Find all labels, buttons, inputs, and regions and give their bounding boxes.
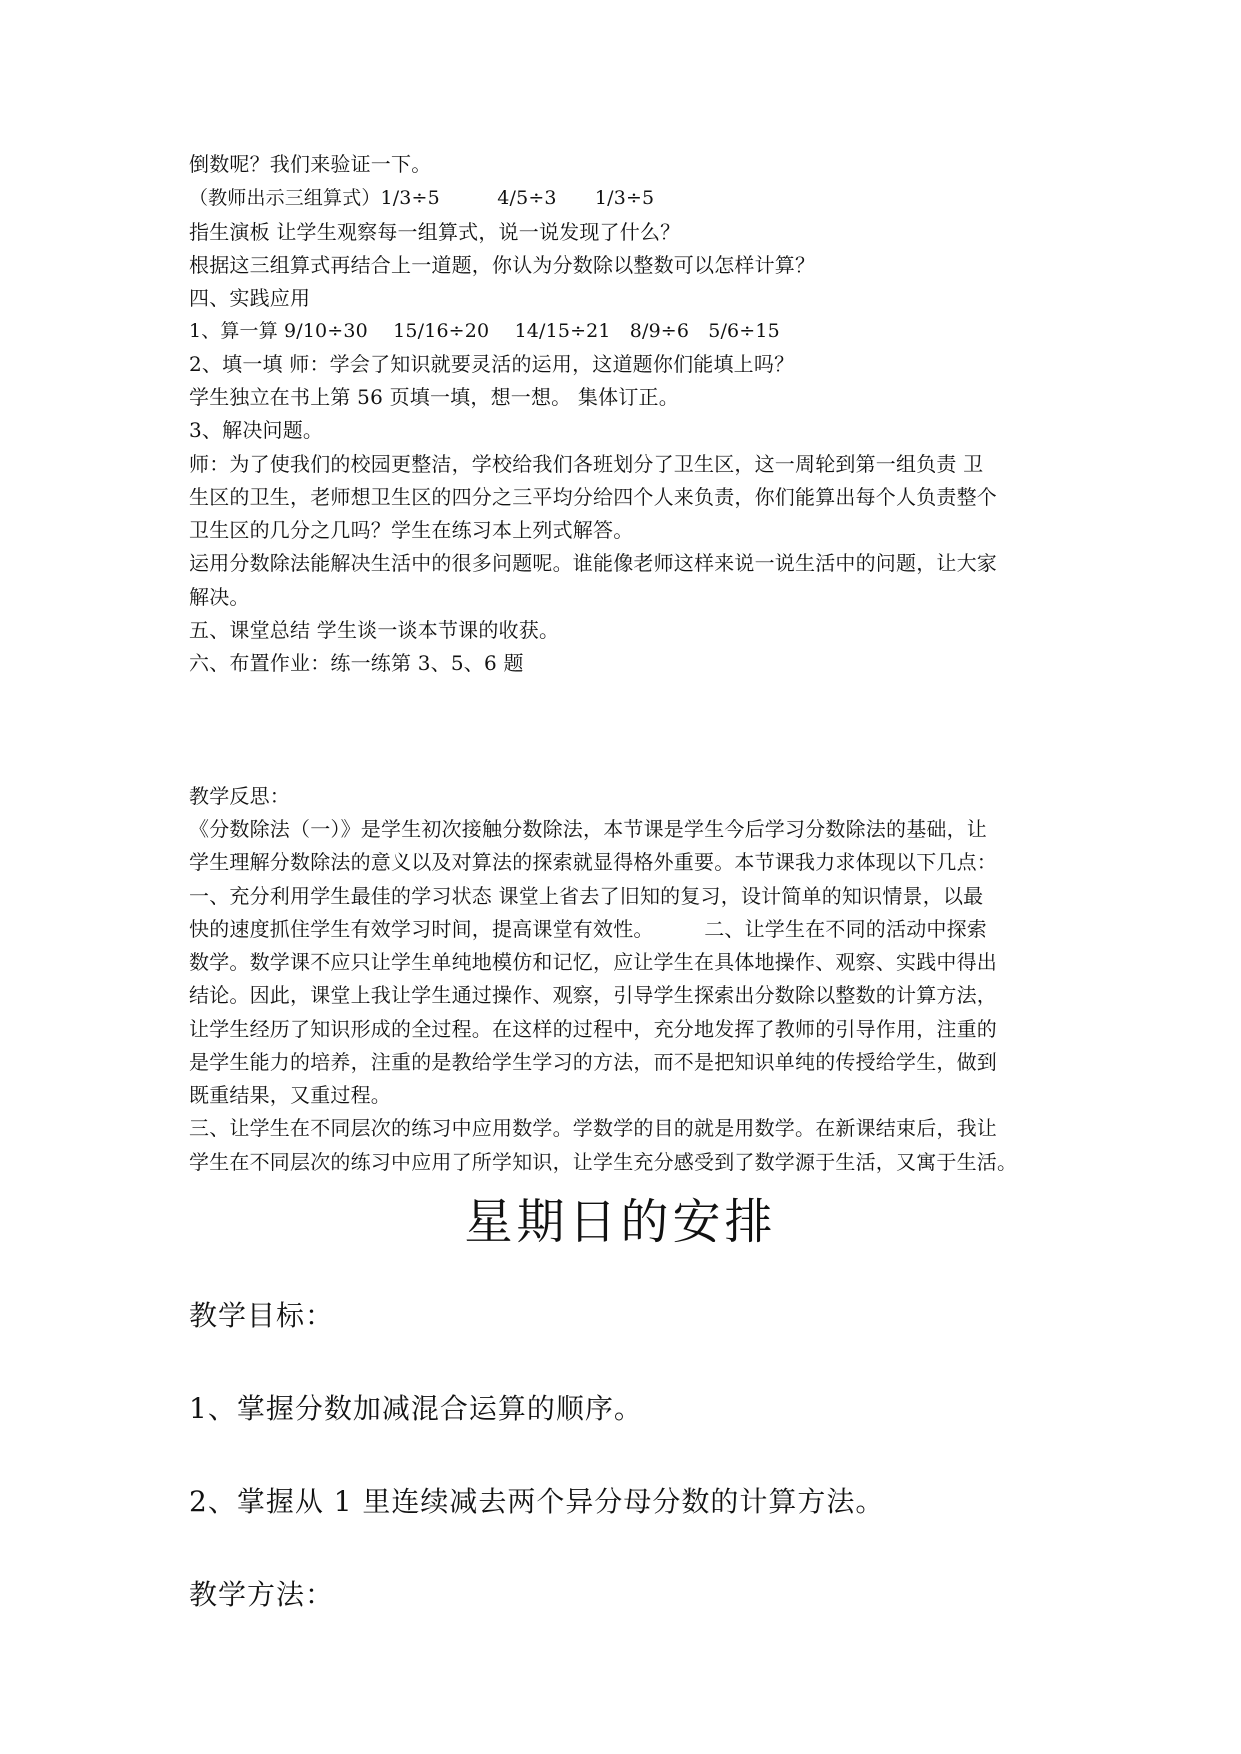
text-line: 师：为了使我们的校园更整洁，学校给我们各班划分了卫生区，这一周轮到第一组负责 卫 <box>189 452 984 476</box>
text-line: 3、解决问题。 <box>189 418 324 442</box>
text-line: 学生在不同层次的练习中应用了所学知识，让学生充分感受到了数学源于生活，又寓于生活。 <box>189 1150 1018 1174</box>
text-line: 三、让学生在不同层次的练习中应用数学。学数学的目的就是用数学。在新课结束后，我让 <box>189 1116 997 1140</box>
text-line: 运用分数除法能解决生活中的很多问题呢。谁能像老师这样来说一说生活中的问题，让大家 <box>189 551 997 575</box>
text-line: 指生演板 让学生观察每一组算式，说一说发现了什么？ <box>189 220 681 244</box>
text-line: 生区的卫生，老师想卫生区的四分之三平均分给四个人来负责，你们能算出每个人负责整个 <box>189 485 997 509</box>
section-heading: 教学方法： <box>189 1578 335 1611</box>
text-line: 卫生区的几分之几吗？学生在练习本上列式解答。 <box>189 518 634 542</box>
page-title: 星期日的安排 <box>464 1194 777 1250</box>
text-line: 解决。 <box>189 585 250 609</box>
text-line: 是学生能力的培养，注重的是教给学生学习的方法，而不是把知识单纯的传授给学生，做到 <box>189 1050 997 1074</box>
text-line: 既重结果，又重过程。 <box>189 1083 391 1107</box>
text-line: 四、实践应用 <box>189 286 311 310</box>
text-line: 让学生经历了知识形成的全过程。在这样的过程中，充分地发挥了教师的引导作用，注重的 <box>189 1017 997 1041</box>
text-line: 学生理解分数除法的意义以及对算法的探索就显得格外重要。本节课我力求体现以下几点： <box>189 850 997 874</box>
text-line: 快的速度抓住学生有效学习时间，提高课堂有效性。 二、让学生在不同的活动中探索 <box>189 917 987 941</box>
text-line: 结论。因此，课堂上我让学生通过操作、观察，引导学生探索出分数除以整数的计算方法， <box>189 983 997 1007</box>
text-line: 倒数呢？我们来验证一下。 <box>189 152 432 176</box>
text-line: 一、充分利用学生最佳的学习状态 课堂上省去了旧知的复习，设计简单的知识情景，以最 <box>189 884 984 908</box>
text-line: 五、课堂总结 学生谈一谈本节课的收获。 <box>189 618 560 642</box>
section-heading: 教学反思： <box>189 784 290 808</box>
text-line: 六、布置作业：练一练第 3、5、6 题 <box>189 651 524 675</box>
text-line: 2、掌握从 1 里连续减去两个异分母分数的计算方法。 <box>189 1485 885 1518</box>
text-line: 学生独立在书上第 56 页填一填，想一想。 集体订正。 <box>189 385 679 409</box>
text-line: 《分数除法（一）》是学生初次接触分数除法，本节课是学生今后学习分数除法的基础，让 <box>189 817 987 841</box>
text-line: 1、算一算 9/10÷30 15/16÷20 14/15÷21 8/9÷6 5/6÷15 <box>189 320 780 342</box>
text-line: 1、掌握分数加减混合运算的顺序。 <box>189 1392 643 1425</box>
text-line: （教师出示三组算式）1/3÷5 4/5÷3 1/3÷5 <box>189 187 655 209</box>
text-line: 2、填一填 师：学会了知识就要灵活的运用，这道题你们能填上吗？ <box>189 352 795 376</box>
section-heading: 教学目标： <box>189 1299 335 1332</box>
text-line: 数学。数学课不应只让学生单纯地模仿和记忆，应让学生在具体地操作、观察、实践中得出 <box>189 950 997 974</box>
text-line: 根据这三组算式再结合上一道题，你认为分数除以整数可以怎样计算？ <box>189 253 816 277</box>
